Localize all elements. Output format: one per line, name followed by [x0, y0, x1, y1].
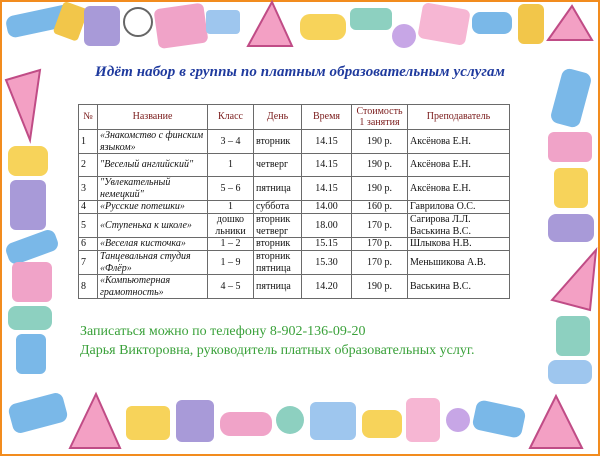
table-row — [79, 177, 510, 201]
cell-time: 14.15 — [302, 177, 352, 201]
table-row — [79, 238, 510, 251]
cell-time: 14.00 — [302, 201, 352, 214]
cell-price: 170 р. — [352, 238, 408, 251]
cell-price: 190 р. — [352, 130, 408, 154]
cell-name: «Ступенька к школе» — [98, 214, 208, 238]
cell-num: 2 — [79, 154, 98, 177]
table-row — [79, 251, 510, 275]
cell-name: «Веселая кисточка» — [98, 238, 208, 251]
cell-price: 170 р. — [352, 251, 408, 275]
cell-name: Танцевальная студия «Флёр» — [98, 251, 208, 275]
cell-teacher: Сагирова Л.Л. Васькина В.С. — [408, 214, 510, 238]
header-teacher: Преподаватель — [408, 105, 510, 130]
cell-price: 190 р. — [352, 177, 408, 201]
cell-name: «Русские потешки» — [98, 201, 208, 214]
cell-teacher: Васькина В.С. — [408, 275, 510, 299]
phone-line: Записаться можно по телефону 8-902-136-09-20 — [80, 324, 366, 339]
table-header-row — [79, 105, 510, 130]
table-row — [79, 154, 510, 177]
cell-day: четверг — [254, 154, 302, 177]
contact-info — [80, 322, 560, 360]
cell-name: "Веселый английский" — [98, 154, 208, 177]
cell-time: 15.30 — [302, 251, 352, 275]
cell-teacher: Аксёнова Е.Н. — [408, 130, 510, 154]
cell-time: 14.15 — [302, 154, 352, 177]
cell-num: 4 — [79, 201, 98, 214]
cell-day: пятница — [254, 275, 302, 299]
cell-teacher: Меньшикова А.В. — [408, 251, 510, 275]
table-row — [79, 214, 510, 238]
header-num: № — [79, 105, 98, 130]
cell-num: 7 — [79, 251, 98, 275]
cell-day: вторник — [254, 130, 302, 154]
cell-num: 6 — [79, 238, 98, 251]
cell-name: «Компьютерная грамотность» — [98, 275, 208, 299]
cell-time: 14.20 — [302, 275, 352, 299]
cell-day: вторник пятница — [254, 251, 302, 275]
contact-line: Дарья Викторовна, руководитель платных образовательных услуг. — [80, 343, 475, 358]
cell-grade: 1 — [208, 201, 254, 214]
cell-grade: 1 – 9 — [208, 251, 254, 275]
cell-name: "Увлекательный немецкий" — [98, 177, 208, 201]
cell-price: 190 р. — [352, 275, 408, 299]
cell-grade: 1 — [208, 154, 254, 177]
header-day: День — [254, 105, 302, 130]
cell-time: 18.00 — [302, 214, 352, 238]
table-row — [79, 130, 510, 154]
cell-price: 170 р. — [352, 214, 408, 238]
cell-grade: 1 – 2 — [208, 238, 254, 251]
cell-teacher: Гаврилова О.С. — [408, 201, 510, 214]
cell-num: 3 — [79, 177, 98, 201]
cell-name: «Знакомство с финским языком» — [98, 130, 208, 154]
cell-num: 1 — [79, 130, 98, 154]
cell-teacher: Аксёнова Е.Н. — [408, 154, 510, 177]
cell-day: суббота — [254, 201, 302, 214]
cell-time: 14.15 — [302, 130, 352, 154]
header-grade: Класс — [208, 105, 254, 130]
cell-day: вторник четверг — [254, 214, 302, 238]
cell-grade: 4 – 5 — [208, 275, 254, 299]
header-price: Стоимость 1 занятия — [352, 105, 408, 130]
cell-num: 5 — [79, 214, 98, 238]
header-name: Название — [98, 105, 208, 130]
schedule-table — [78, 104, 510, 299]
cell-grade: 3 – 4 — [208, 130, 254, 154]
cell-num: 8 — [79, 275, 98, 299]
cell-day: вторник — [254, 238, 302, 251]
cell-teacher: Аксёнова Е.Н. — [408, 177, 510, 201]
cell-price: 160 р. — [352, 201, 408, 214]
cell-day: пятница — [254, 177, 302, 201]
table-row — [79, 275, 510, 299]
cell-teacher: Шлыкова Н.В. — [408, 238, 510, 251]
cell-grade: дошко льники — [208, 214, 254, 238]
cell-grade: 5 – 6 — [208, 177, 254, 201]
cell-price: 190 р. — [352, 154, 408, 177]
page-title: Идёт набор в группы по платным образовательным услугам — [95, 64, 505, 80]
cell-time: 15.15 — [302, 238, 352, 251]
header-time: Время — [302, 105, 352, 130]
table-row — [79, 201, 510, 214]
